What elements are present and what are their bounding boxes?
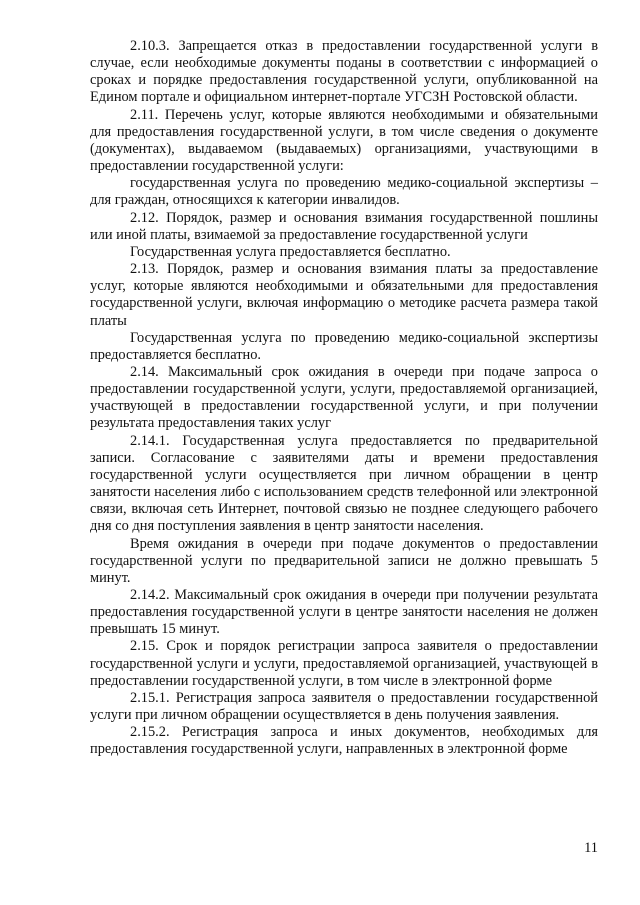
paragraph-mse-free: Государственная услуга по проведению медико-социальной экспертизы предоставляется бесплатно. xyxy=(90,329,598,363)
paragraph-free-service: Государственная услуга предоставляется бесплатно. xyxy=(130,243,451,260)
paragraph-2-10-3: 2.10.3. Запрещается отказ в предоставлении государственной услуги в случае, если необходимые документы поданы в соответствии с информацией о сроках и порядке предоставления государственной услуги, опубликованной на Едином портале и официальном интернет-портале УГСЗН Ростовской области. xyxy=(90,38,598,106)
paragraph-2-14-2: 2.14.2. Максимальный срок ожидания в очереди при получении результата предоставления государственной услуги в центре занятости населения не должен превышать 15 минут. xyxy=(90,587,598,638)
paragraph-2-15: 2.15. Срок и порядок регистрации запроса заявителя о предоставлении государственной услуги и услуги, предоставляемой организацией, участвующей в предоставлении государственной услуги, в том числе в электронной форме xyxy=(90,638,598,689)
paragraph-2-14-1: 2.14.1. Государственная услуга предоставляется по предварительной записи. Согласование с заявителями даты и времени предоставления государственной услуги осуществляется при личном обращении в центр занятости населения либо с использованием средств телефонной или электронной связи, включая сеть Интернет, почтовой связью не позднее следующего рабочего дня со дня поступления заявления в центр занятости населения. xyxy=(90,432,598,535)
paragraph-2-13: 2.13. Порядок, размер и основания взимания платы за предоставление услуг, которые являются необходимыми и обязательными для предоставления государственной услуги, включая информацию о методике расчета размера такой платы xyxy=(90,261,598,329)
paragraph-2-15-2: 2.15.2. Регистрация запроса и иных документов, необходимых для предоставления государственной услуги, направленных в электронной форме xyxy=(90,724,598,758)
page-number: 11 xyxy=(584,840,598,856)
paragraph-waiting-time: Время ожидания в очереди при подаче документов о предоставлении государственной услуги по предварительной записи не должно превышать 5 минут. xyxy=(90,535,598,586)
paragraph-2-12: 2.12. Порядок, размер и основания взимания государственной пошлины или иной платы, взимаемой за предоставление государственной услуги xyxy=(90,209,598,243)
paragraph-2-15-1: 2.15.1. Регистрация запроса заявителя о предоставлении государственной услуги при личном обращении осуществляется в день получения заявления. xyxy=(90,689,598,724)
paragraph-2-11: 2.11. Перечень услуг, которые являются необходимыми и обязательными для предоставления государственной услуги, в том числе сведения о документе (документах), выдаваемом (выдаваемых) организациями, участвующими в предоставлении государственной услуги: xyxy=(90,106,598,175)
paragraph-2-14: 2.14. Максимальный срок ожидания в очереди при подаче запроса о предоставлении государственной услуги, услуги, предоставляемой организацией, участвующей в предоставлении государственной услуги, и при получении результата предоставления таких услуг xyxy=(90,363,598,432)
paragraph-mse-service: государственная услуга по проведению медико-социальной экспертизы – для граждан, относящихся к категории инвалидов. xyxy=(90,175,598,209)
